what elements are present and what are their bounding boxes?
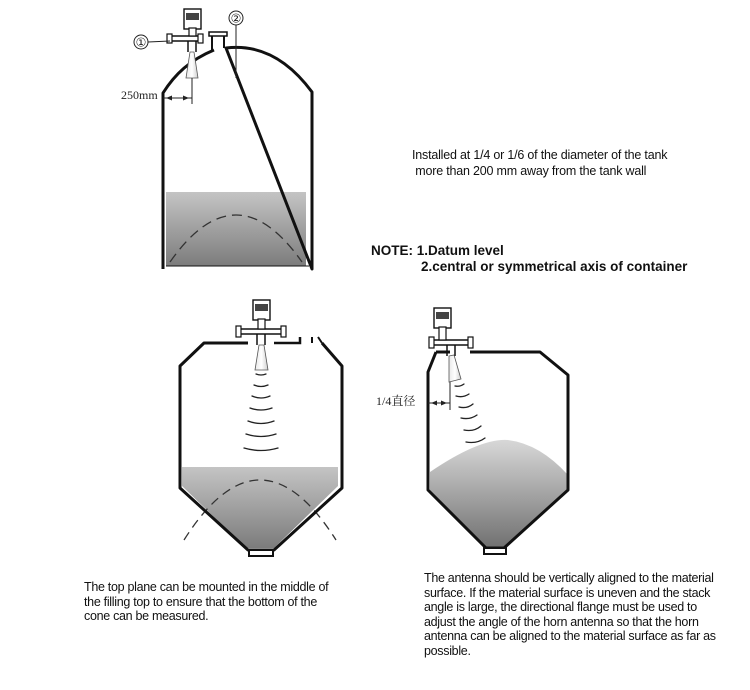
cone-tank-right [376, 308, 568, 554]
cone-tank-right-outlet [484, 548, 506, 554]
cone-tank-left-radar-waves [244, 374, 278, 451]
top-tank-flange-1 [170, 36, 200, 41]
caption-right: The antenna should be vertically aligned to the material surface. If the material surface is uneven and the stack angle is large, the directional flange must be used to adjust the angle of the horn antenna so that the horn antenna can be aligned to the material surface as far as possible. [424, 571, 716, 658]
installation-note [412, 147, 667, 179]
cone-tank-left-outlet [249, 550, 273, 556]
cone-tank-right-radar-waves [455, 384, 485, 443]
installation-note-line-1: Installed at 1/4 or 1/6 of the diameter of the tank [412, 148, 668, 162]
marker-2: ② [230, 11, 242, 26]
distance-quarter-diameter-label: 1/4直径 [376, 394, 416, 408]
cone-tank-right-horn [449, 355, 461, 382]
cone-tank-left [180, 300, 342, 556]
distance-250mm-label: 250mm [121, 88, 158, 102]
cone-tank-right-material [430, 440, 568, 548]
cone-tank-left-horn [255, 345, 268, 370]
note-heading: NOTE: 1.Datum level [371, 243, 504, 258]
note-item-2: 2.central or symmetrical axis of container [421, 259, 688, 274]
marker-1: ① [135, 35, 147, 50]
cone-tank-left-material [182, 467, 338, 548]
top-tank-horn [186, 52, 198, 78]
installation-note-line-2: more than 200 mm away from the tank wall [412, 164, 647, 178]
note-block [371, 243, 687, 275]
top-tank [121, 9, 312, 269]
caption-left: The top plane can be mounted in the middle of the filling top to ensure that the bottom of the cone can be measured. [84, 580, 329, 623]
